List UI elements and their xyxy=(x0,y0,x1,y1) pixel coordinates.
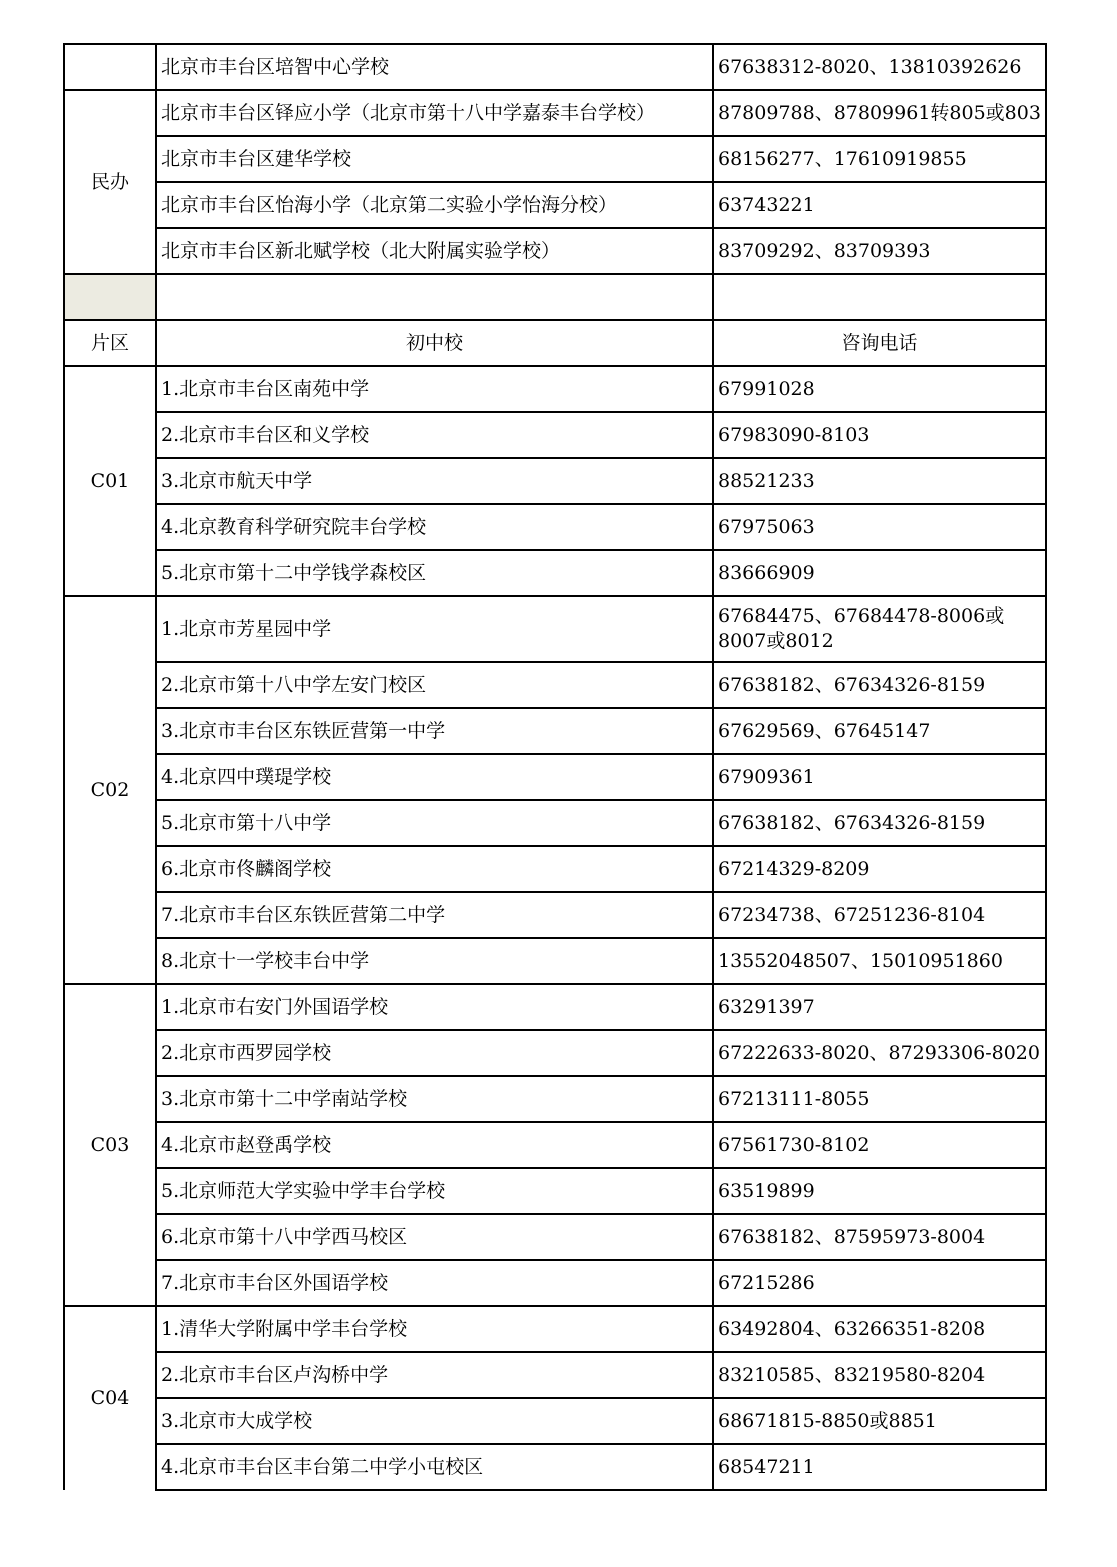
table-row xyxy=(64,228,1046,274)
phone-cell: 67214329-8209 xyxy=(713,846,1046,892)
table-row xyxy=(64,1122,1046,1168)
school-cell: 北京市丰台区怡海小学（北京第二实验小学怡海分校） xyxy=(156,182,713,228)
school-cell: 2.北京市西罗园学校 xyxy=(156,1030,713,1076)
table-row xyxy=(64,182,1046,228)
header-phone: 咨询电话 xyxy=(713,320,1046,366)
school-contact-table xyxy=(63,43,1047,1491)
phone-cell: 88521233 xyxy=(713,458,1046,504)
school-cell: 4.北京教育科学研究院丰台学校 xyxy=(156,504,713,550)
zone-cell-c03: C03 xyxy=(64,984,156,1306)
school-cell: 1.北京市右安门外国语学校 xyxy=(156,984,713,1030)
table-row xyxy=(64,1306,1046,1352)
table-row xyxy=(64,662,1046,708)
table-row xyxy=(64,550,1046,596)
zone-cell-empty xyxy=(64,44,156,90)
shaded-cell xyxy=(64,274,156,320)
phone-cell: 67638182、87595973-8004 xyxy=(713,1214,1046,1260)
table-row xyxy=(64,136,1046,182)
school-cell: 5.北京市第十八中学 xyxy=(156,800,713,846)
school-cell: 5.北京市第十二中学钱学森校区 xyxy=(156,550,713,596)
phone-cell: 63743221 xyxy=(713,182,1046,228)
school-cell: 4.北京市丰台区丰台第二中学小屯校区 xyxy=(156,1444,713,1490)
header-row xyxy=(64,320,1046,366)
zone-cell-c01: C01 xyxy=(64,366,156,596)
school-cell: 3.北京市第十二中学南站学校 xyxy=(156,1076,713,1122)
phone-cell: 13552048507、15010951860 xyxy=(713,938,1046,984)
school-cell: 4.北京四中璞瑅学校 xyxy=(156,754,713,800)
table-row xyxy=(64,1214,1046,1260)
table-row xyxy=(64,708,1046,754)
header-zone: 片区 xyxy=(64,320,156,366)
phone-cell: 67629569、67645147 xyxy=(713,708,1046,754)
table-row xyxy=(64,892,1046,938)
school-cell: 4.北京市赵登禹学校 xyxy=(156,1122,713,1168)
table-row xyxy=(64,846,1046,892)
table-row xyxy=(64,1444,1046,1490)
table-row xyxy=(64,754,1046,800)
school-cell: 1.北京市芳星园中学 xyxy=(156,596,713,662)
school-cell: 2.北京市丰台区和义学校 xyxy=(156,412,713,458)
table-row xyxy=(64,1260,1046,1306)
phone-cell: 83666909 xyxy=(713,550,1046,596)
school-cell: 7.北京市丰台区东铁匠营第二中学 xyxy=(156,892,713,938)
phone-cell: 67234738、67251236-8104 xyxy=(713,892,1046,938)
phone-cell: 67909361 xyxy=(713,754,1046,800)
school-cell: 2.北京市丰台区卢沟桥中学 xyxy=(156,1352,713,1398)
school-cell: 3.北京市丰台区东铁匠营第一中学 xyxy=(156,708,713,754)
table-row xyxy=(64,412,1046,458)
phone-cell: 67561730-8102 xyxy=(713,1122,1046,1168)
school-cell: 7.北京市丰台区外国语学校 xyxy=(156,1260,713,1306)
phone-cell: 67684475、67684478-8006或8007或8012 xyxy=(713,596,1046,662)
blank-row xyxy=(64,274,1046,320)
phone-cell: 67638312-8020、13810392626 xyxy=(713,44,1046,90)
school-cell: 3.北京市大成学校 xyxy=(156,1398,713,1444)
school-cell: 北京市丰台区新北赋学校（北大附属实验学校） xyxy=(156,228,713,274)
table-row xyxy=(64,800,1046,846)
table-row xyxy=(64,1076,1046,1122)
table-row xyxy=(64,938,1046,984)
school-cell: 北京市丰台区培智中心学校 xyxy=(156,44,713,90)
school-cell: 6.北京市佟麟阁学校 xyxy=(156,846,713,892)
phone-cell: 67991028 xyxy=(713,366,1046,412)
phone-cell: 63291397 xyxy=(713,984,1046,1030)
phone-cell: 87809788、87809961转805或803 xyxy=(713,90,1046,136)
school-cell: 2.北京市第十八中学左安门校区 xyxy=(156,662,713,708)
phone-cell: 67213111-8055 xyxy=(713,1076,1046,1122)
phone-cell: 68156277、17610919855 xyxy=(713,136,1046,182)
table-row xyxy=(64,458,1046,504)
table-row xyxy=(64,44,1046,90)
table-row xyxy=(64,984,1046,1030)
table-row xyxy=(64,90,1046,136)
school-cell: 1.北京市丰台区南苑中学 xyxy=(156,366,713,412)
table-body xyxy=(64,44,1046,1490)
school-cell: 北京市丰台区铎应小学（北京市第十八中学嘉泰丰台学校） xyxy=(156,90,713,136)
phone-cell: 67975063 xyxy=(713,504,1046,550)
phone-cell: 67638182、67634326-8159 xyxy=(713,800,1046,846)
zone-cell-c02: C02 xyxy=(64,596,156,984)
header-school: 初中校 xyxy=(156,320,713,366)
zone-cell-c04: C04 xyxy=(64,1306,156,1490)
phone-cell: 67638182、67634326-8159 xyxy=(713,662,1046,708)
table-row xyxy=(64,596,1046,662)
phone-cell: 83709292、83709393 xyxy=(713,228,1046,274)
blank-cell xyxy=(713,274,1046,320)
school-cell: 6.北京市第十八中学西马校区 xyxy=(156,1214,713,1260)
school-cell: 1.清华大学附属中学丰台学校 xyxy=(156,1306,713,1352)
school-cell: 8.北京十一学校丰台中学 xyxy=(156,938,713,984)
phone-cell: 68547211 xyxy=(713,1444,1046,1490)
phone-cell: 63519899 xyxy=(713,1168,1046,1214)
zone-cell-minban: 民办 xyxy=(64,90,156,274)
blank-cell xyxy=(156,274,713,320)
phone-cell: 83210585、83219580-8204 xyxy=(713,1352,1046,1398)
phone-cell: 68671815-8850或8851 xyxy=(713,1398,1046,1444)
phone-cell: 67983090-8103 xyxy=(713,412,1046,458)
table-row xyxy=(64,1030,1046,1076)
school-cell: 3.北京市航天中学 xyxy=(156,458,713,504)
table-row xyxy=(64,1398,1046,1444)
table-row xyxy=(64,504,1046,550)
table-row xyxy=(64,1352,1046,1398)
school-cell: 5.北京师范大学实验中学丰台学校 xyxy=(156,1168,713,1214)
phone-cell: 67222633-8020、87293306-8020 xyxy=(713,1030,1046,1076)
phone-cell: 67215286 xyxy=(713,1260,1046,1306)
phone-cell: 63492804、63266351-8208 xyxy=(713,1306,1046,1352)
table-row xyxy=(64,366,1046,412)
table-row xyxy=(64,1168,1046,1214)
school-cell: 北京市丰台区建华学校 xyxy=(156,136,713,182)
